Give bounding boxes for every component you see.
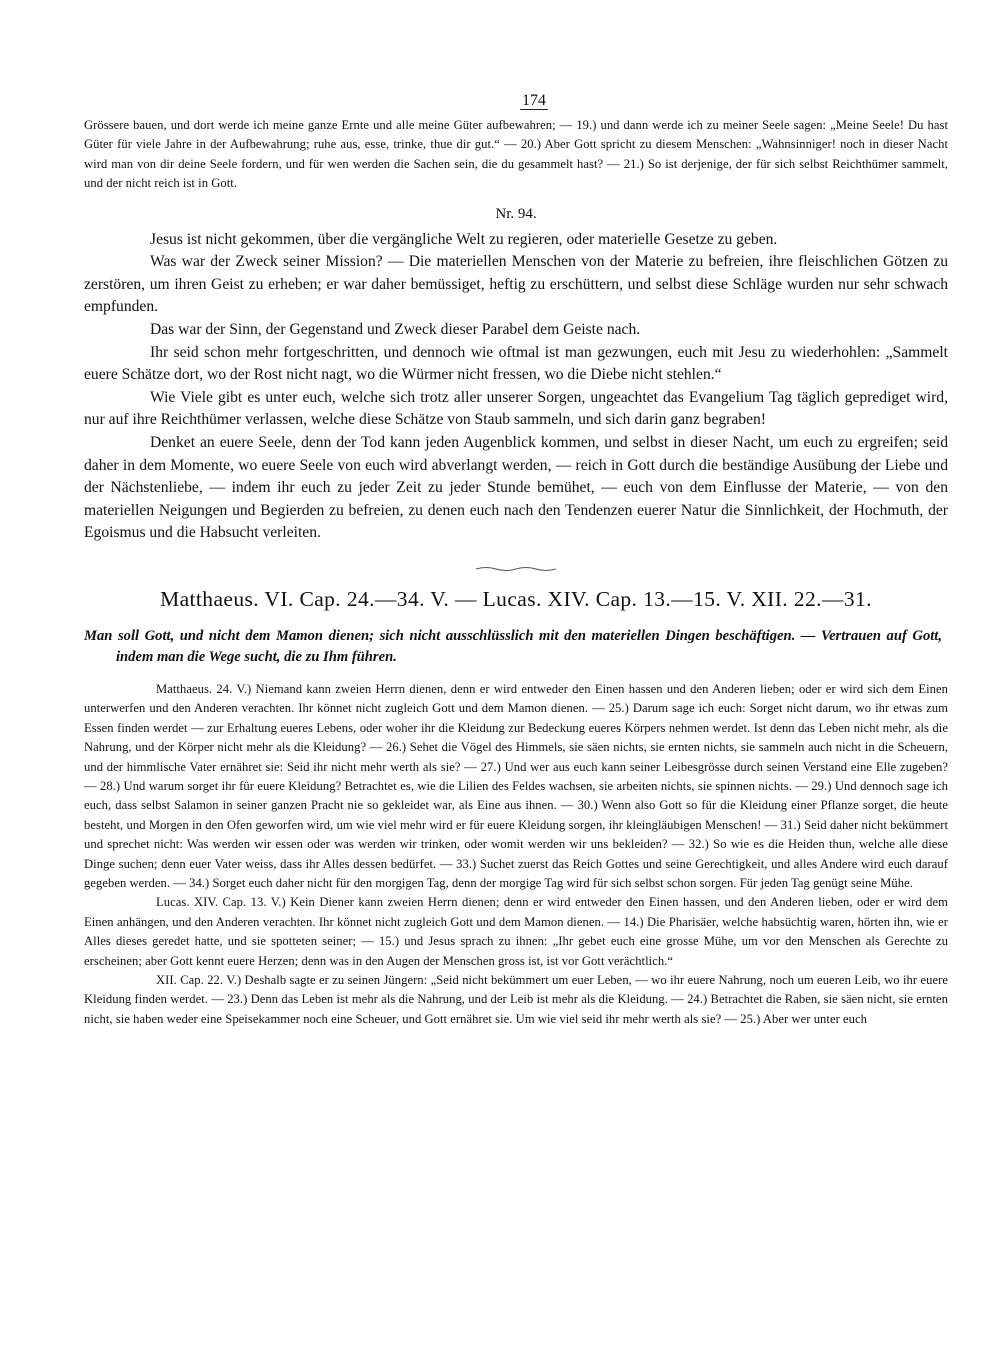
scripture-paragraph: Matthaeus. 24. V.) Niemand kann zweien Herrn dienen, denn er wird entweder den Einen hassen und den Anderen lieben; oder er wird sich dem Einen unterwerfen und den Anderen verachten. Ihr könnet nicht zugleich Gott und dem Mamon dienen. — 25.) Darum sage ich euch: Sorget nicht darum, wo ihr etwas zum Essen finden werdet — zur Erhaltung eueres Lebens, oder woher ihr die Kleidung zur Bedeckung eueres Körpers nehmen werdet. Ist denn das Leben nicht mehr, als die Nahrung, und der Körper nicht mehr als die Kleidung? — 26.) Sehet die Vögel des Himmels, sie säen nichts, sie ernten nichts, sie sammeln auch nicht in die Scheuern, und der himmlische Vater ernähret sie: Seid ihr nicht mehr werth als sie? — 27.) Und wer aus euch kann seiner Leibesgrösse durch seinen Verstand eine Elle zugeben? — 28.) Und warum sorget ihr für euere Kleidung? Betrachtet es, wie die Lilien des Feldes wachsen, sie arbeiten nichts, sie spinnen nichts. — 29.) Und dennoch sage ich euch, dass selbst Salamon in seiner ganzen Pracht nie so gekleidet war, als Eine aus ihnen. — 30.) Wenn also Gott so für die Kleidung einer Pflanze sorget, die heute besteht, und Morgen in den Ofen geworfen wird, um wie viel mehr wird er für euere Kleidung sorgen, ihr kleingläubigen Menschen! — 31.) Seid daher nicht bekümmert und sprechet nicht: Was werden wir essen oder was werden wir trinken, oder womit werden wir uns bekleiden? — 32.) So wie es die Heiden thun, welche alle diese Dinge suchen; denn euer Vater weiss, dass ihr Alles dessen bedürfet. — 33.) Suchet zuerst das Reich Gottes und seine Gerechtigkeit, und alles Andere wird euch darauf gegeben werden. — 34.) Sorget euch daher nicht für den morgigen Tag, denn der morgige Tag wird für sich selbst schon sorgen. Für jeden Tag genügt seine Mühe. [84,681,948,890]
commentary-paragraph: Das war der Sinn, der Gegenstand und Zweck dieser Parabel dem Geiste nach. [150,321,641,338]
commentary-paragraph: Jesus ist nicht gekommen, über die vergängliche Welt zu regieren, oder materielle Gesetze zu geben. [150,230,778,248]
chapter-subheading: Man soll Gott, und nicht dem Mamon dienen; sich nicht ausschlüsslich mit den materiellen Dingen beschäftigen. — Vertrauen auf Gott, indem man die Wege sucht, die zu Ihm führen. [84,627,942,665]
ornament-divider-icon [476,566,556,572]
chapter-heading: Matthaeus. VI. Cap. 24.—34. V. — Lucas. XIV. Cap. 13.—15. V. XII. 22.—31. [160,586,872,611]
book-page [84,92,948,1029]
section-number: Nr. 94. [495,205,537,222]
section-divider [84,559,948,577]
page-number: 174 [522,92,546,109]
continued-scripture-paragraph: Grössere bauen, und dort werde ich meine ganze Ernte und alle meine Güter aufbewahren; — 19.) und dann werde ich zu meiner Seele sagen: „Meine Seele! Du hast Güter für viele Jahre in der Aufbewahrung; ruhe aus, esse, trinke, thue dir gut.“ — 20.) Aber Gott spricht zu diesem Menschen: „Wahnsinniger! noch in dieser Nacht wird man von dir deine Seele fordern, und für wen werden die Sachen sein, die du gesammelt hast? — 21.) So ist derjenige, der für sich selbst Reichthümer sammelt, und der nicht reich ist in Gott. [84,118,948,191]
commentary-paragraph: Was war der Zweck seiner Mission? — Die materiellen Menschen von der Materie zu befreien, ihre fleischlichen Götzen zu zerstören, um ihren Geist zu erheben; er war daher bemüssiget, heftig zu erschüttern, und selbst diese Schläge wurden nur sehr schwach empfunden. [84,253,948,316]
scripture-paragraph: XII. Cap. 22. V.) Deshalb sagte er zu seinen Jüngern: „Seid nicht bekümmert um euer Leben, — wo ihr euere Nahrung, noch um eueren Leib, wo ihr euere Kleidung finden werdet. — 23.) Denn das Leben ist mehr als die Nahrung, und der Leib ist mehr als die Kleidung. — 24.) Betrachtet die Raben, sie säen nicht, sie ernten nicht, sie haben weder eine Speisekammer noch eine Scheuer, und Gott ernähret sie. Um wie viel seid ihr mehr werth als sie? — 25.) Aber wer unter euch [84,973,948,1026]
scripture-paragraph: Lucas. XIV. Cap. 13. V.) Kein Diener kann zweien Herrn dienen; denn er wird entweder den Einen hassen, und den Anderen lieben, oder er wird dem Einen anhängen, und den Anderen verachten. Ihr könnet nicht zugleich Gott und dem Mamon dienen. — 14.) Die Pharisäer, welche habsüchtig waren, hörten ihn, wie er Alles dieses geredet hatte, und sie spotteten seiner; — 15.) und Jesus sprach zu ihnen: „Ihr gebet euch eine grosse Mühe, um vor den Menschen als Gerechte zu erscheinen; aber Gott kennt euere Herzen; denn was in den Augen der Menschen gross ist, ist vor Gott verächtlich.“ [84,895,948,968]
commentary-paragraph: Ihr seid schon mehr fortgeschritten, und dennoch wie oftmal ist man gezwungen, euch mit Jesu zu wiederhohlen: „Sammelt euere Schätze dort, wo der Rost nicht nagt, wo die Würmer nicht fressen, wo die Diebe nicht stehlen.“ [84,343,948,384]
commentary-paragraph: Wie Viele gibt es unter euch, welche sich trotz aller unserer Sorgen, ungeachtet das Evangelium Tag täglich geprediget wird, nur auf ihre Reichthümer verlassen, welche diese Schätze von Staub sammeln, und sich darin ganz begraben! [84,388,948,429]
commentary-paragraph: Denket an euere Seele, denn der Tod kann jeden Augenblick kommen, und selbst in dieser Nacht, um euch zu ergreifen; seid daher in dem Momente, wo euere Seele von euch wird abverlangt werden, — reich in Gott durch die beständige Ausübung der Liebe und der Nächstenliebe, — indem ihr euch zu jeder Zeit zu jeder Stunde bemühet, — euch von dem Einflusse der Materie, — von den materiellen Neigungen und Begierden zu befreien, zu denen euch nach den Tendenzen euerer Natur die Sinnlichkeit, der Hochmuth, der Egoismus und die Habsucht verleiten. [84,433,948,542]
